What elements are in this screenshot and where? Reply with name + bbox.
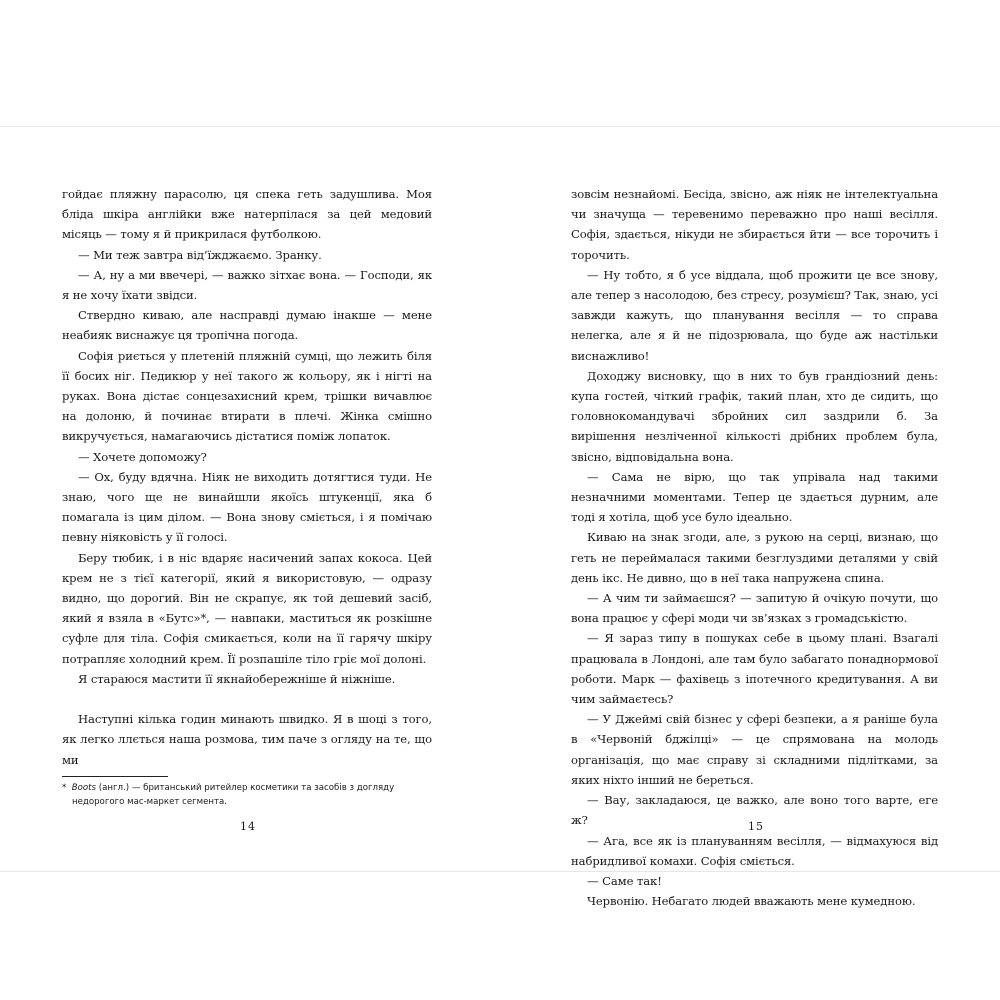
page-number-left: 14	[240, 820, 256, 833]
left-page	[62, 184, 432, 809]
paragraph: Ствердно киваю, але насправді думаю інакше — мене неабияк виснажує ця тропічна погода.	[62, 308, 432, 343]
paragraph: Червонію. Небагато людей вважають мене кумедною.	[587, 894, 916, 909]
paragraph: Софія риється у плетеній пляжній сумці, що лежить біля її босих ніг. Педикюр у неї такого ж кольору, як і нігті на руках. Вона дістає сонцезахисний крем, трішки вичавлює на долоню, й починає втирати в плечі. Жінка смішно викручується, намагаючись дістатися поміж лопаток.	[62, 348, 432, 444]
left-page-text	[62, 184, 432, 770]
paragraph: — А чим ти займаєшся? — запитую й очікую почути, що вона працює у сфері моди чи зв’язках з громадськістю.	[571, 591, 938, 626]
footnote-divider	[62, 776, 168, 777]
paragraph: — Ох, буду вдячна. Ніяк не виходить дотягтися туди. Не знаю, чого ще не винайшли якоїсь штукенції, яка б помагала із цим ділом. — Вона знову сміється, і я помічаю певну ніяковість у її голосі.	[62, 469, 432, 545]
paragraph: Наступні кілька годин минають швидко. Я в шоці з того, як легко ллється наша розмова, тим паче з огляду на те, що ми	[62, 712, 432, 767]
right-page-text	[571, 184, 938, 911]
footnote-term: Boots	[71, 782, 97, 793]
paragraph: — Сама не вірю, що так упрівала над такими незначними моментами. Тепер це здається дурним, але тоді я хотіла, щоб усе було ідеально.	[571, 469, 938, 525]
paragraph: Беру тюбик, і в ніс вдаряє насичений запах кокоса. Цей крем не з тієї категорії, який я використовую, — одразу видно, що дорогий. Він не скрапує, як той дешевий засіб, який я взяла в «Бутс»*, — навпаки, маститься як розкішне суфле для тіла. Софія смикається, коли на її гарячу шкіру потрапляє холодний крем. Її розпашіле тіло гріє мої долоні.	[62, 550, 432, 666]
paragraph: Доходжу висновку, що в них то був грандіозний день: купа гостей, чіткий графік, такий план, хто де сидить, що головнокомандувачі збройних сил заздрили б. За вирішення незліченної кількості дрібних проблем була, звісно, відповідальна вона.	[571, 368, 938, 464]
footnote-text: (англ.) — британський ритейлер косметики та засобів з догляду недорогого мас-маркет сегмента.	[72, 782, 395, 807]
footnote-marker: *	[62, 782, 67, 793]
paragraph: — Вау, закладаюся, це важко, але воно того варте, еге ж?	[571, 793, 938, 828]
paragraph: гойдає пляжну парасолю, ця спека геть задушлива. Моя бліда шкіра англійки вже натерпілася за цей медовий місяць — тому я й прикрилася футболкою.	[62, 187, 432, 242]
paragraph: — Ага, все як із плануванням весілля, — відмахуюся від набридливої комахи. Софія сміється.	[571, 833, 938, 868]
paragraph: — У Джеймі свій бізнес у сфері безпеки, а я раніше була в «Червоній бджілці» — це спрямована на молодь організація, що має справу зі складними підлітками, за яких ніхто інший не береться.	[571, 712, 938, 787]
paragraph: — Я зараз типу в пошуках себе в цьому плані. Взагалі працювала в Лондоні, але там було забагато понаднормової роботи. Марк — фахівець з іпотечного кредитування. А ви чим займаєтесь?	[571, 631, 938, 707]
paragraph: Я стараюся мастити її якнайобережніше й ніжніше.	[78, 671, 396, 686]
paragraph: — Ми теж завтра від’їжджаємо. Зранку.	[78, 247, 322, 262]
footnote	[62, 781, 432, 809]
page-number-right: 15	[748, 820, 764, 833]
paragraph: — Хочете допоможу?	[78, 449, 207, 464]
right-page	[571, 184, 938, 911]
paragraph: — Ну тобто, я б усе віддала, щоб прожити це все знову, але тепер з насолодою, без стресу, розумієш? Так, знаю, усі завжди кажуть, що планування весілля — то справа нелегка, але я й не підозрювала, що буде аж настільки виснажливо!	[571, 267, 938, 363]
paragraph: Киваю на знак згоди, але, з рукою на серці, визнаю, що геть не переймалася такими безглуздими деталями у свій день ікс. Не дивно, що в неї така напружена спина.	[571, 530, 938, 585]
paragraph: — Саме так!	[587, 873, 662, 888]
paragraph: — А, ну а ми ввечері, — важко зітхає вона. — Господи, як я не хочу їхати звідси.	[62, 267, 432, 303]
paragraph: зовсім незнайомі. Бесіда, звісно, аж ніяк не інтелектуальна чи значуща — теревенимо переважно про наші весілля. Софія, здається, нікуди не збирається йти — все торочить і торочить.	[571, 187, 938, 262]
